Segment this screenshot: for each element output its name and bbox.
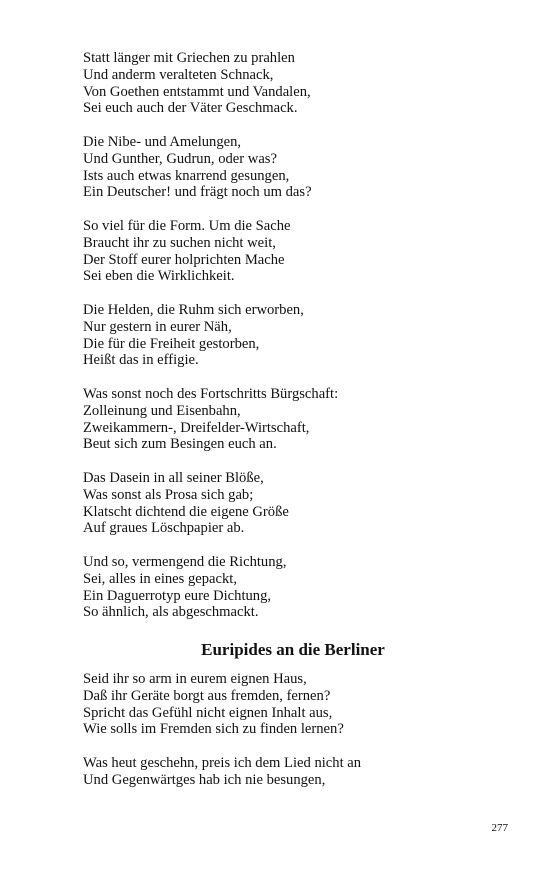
verse-line: Nur gestern in eurer Näh, <box>83 318 232 335</box>
page-number: 277 <box>491 822 508 834</box>
verse-line: Sei eben die Wirklichkeit. <box>83 268 235 285</box>
verse-line: Zolleinung und Eisenbahn, <box>83 402 241 419</box>
verse-line: So viel für die Form. Um die Sache <box>83 217 291 234</box>
stanza <box>83 470 503 537</box>
verse-line: So ähnlich, als abgeschmackt. <box>83 604 259 621</box>
stanza <box>83 50 503 117</box>
stanza <box>83 386 503 453</box>
verse-line: Die für die Freiheit gestorben, <box>83 335 260 352</box>
verse-line: Heißt das in effigie. <box>83 352 199 369</box>
verse-line: Spricht das Gefühl nicht eignen Inhalt aus, <box>83 704 333 721</box>
verse-line: Auf graues Löschpapier ab. <box>83 520 245 537</box>
verse-line: Was sonst noch des Fortschritts Bürgschaft: <box>83 385 339 402</box>
stanza <box>83 755 503 789</box>
verse-line: Die Nibe- und Amelungen, <box>83 133 242 150</box>
verse-line: Beut sich zum Besingen euch an. <box>83 436 277 453</box>
verse-line: Zweikammern-, Dreifelder-Wirtschaft, <box>83 419 310 436</box>
poem-2 <box>83 671 503 789</box>
stanza <box>83 302 503 369</box>
verse-line: Wie solls im Fremden sich zu finden lernen? <box>83 721 344 738</box>
verse-line: Klatscht dichtend die eigene Größe <box>83 503 289 520</box>
stanza <box>83 554 503 621</box>
verse-line: Der Stoff eurer holprichten Mache <box>83 251 285 268</box>
verse-line: Und so, vermengend die Richtung, <box>83 553 287 570</box>
verse-line: Die Helden, die Ruhm sich erworben, <box>83 301 304 318</box>
verse-line: Braucht ihr zu suchen nicht weit, <box>83 234 276 251</box>
stanza <box>83 218 503 285</box>
poem-1 <box>83 50 503 621</box>
text-block <box>83 50 503 789</box>
verse-line: Und Gunther, Gudrun, oder was? <box>83 150 277 167</box>
verse-line: Ein Daguerrotyp eure Dichtung, <box>83 587 272 604</box>
verse-line: Und Gegenwärtges hab ich nie besungen, <box>83 771 326 788</box>
stanza <box>83 671 503 738</box>
verse-line: Sei euch auch der Väter Geschmack. <box>83 100 298 117</box>
verse-line: Ein Deutscher! und frägt noch um das? <box>83 184 312 201</box>
verse-line: Das Dasein in all seiner Blöße, <box>83 469 264 486</box>
verse-line: Daß ihr Geräte borgt aus fremden, fernen? <box>83 687 331 704</box>
stanza <box>83 134 503 201</box>
verse-line: Was sonst als Prosa sich gab; <box>83 486 254 503</box>
verse-line: Was heut geschehn, preis ich dem Lied nicht an <box>83 755 362 772</box>
verse-line: Sei, alles in eines gepackt, <box>83 570 237 587</box>
verse-line: Statt länger mit Griechen zu prahlen <box>83 50 295 66</box>
verse-line: Seid ihr so arm in eurem eignen Haus, <box>83 671 307 688</box>
verse-line: Von Goethen entstammt und Vandalen, <box>83 83 311 100</box>
verse-line: Ists auch etwas knarrend gesungen, <box>83 167 290 184</box>
verse-line: Und anderm veralteten Schnack, <box>83 66 274 83</box>
poem-title: Euripides an die Berliner <box>201 640 385 660</box>
